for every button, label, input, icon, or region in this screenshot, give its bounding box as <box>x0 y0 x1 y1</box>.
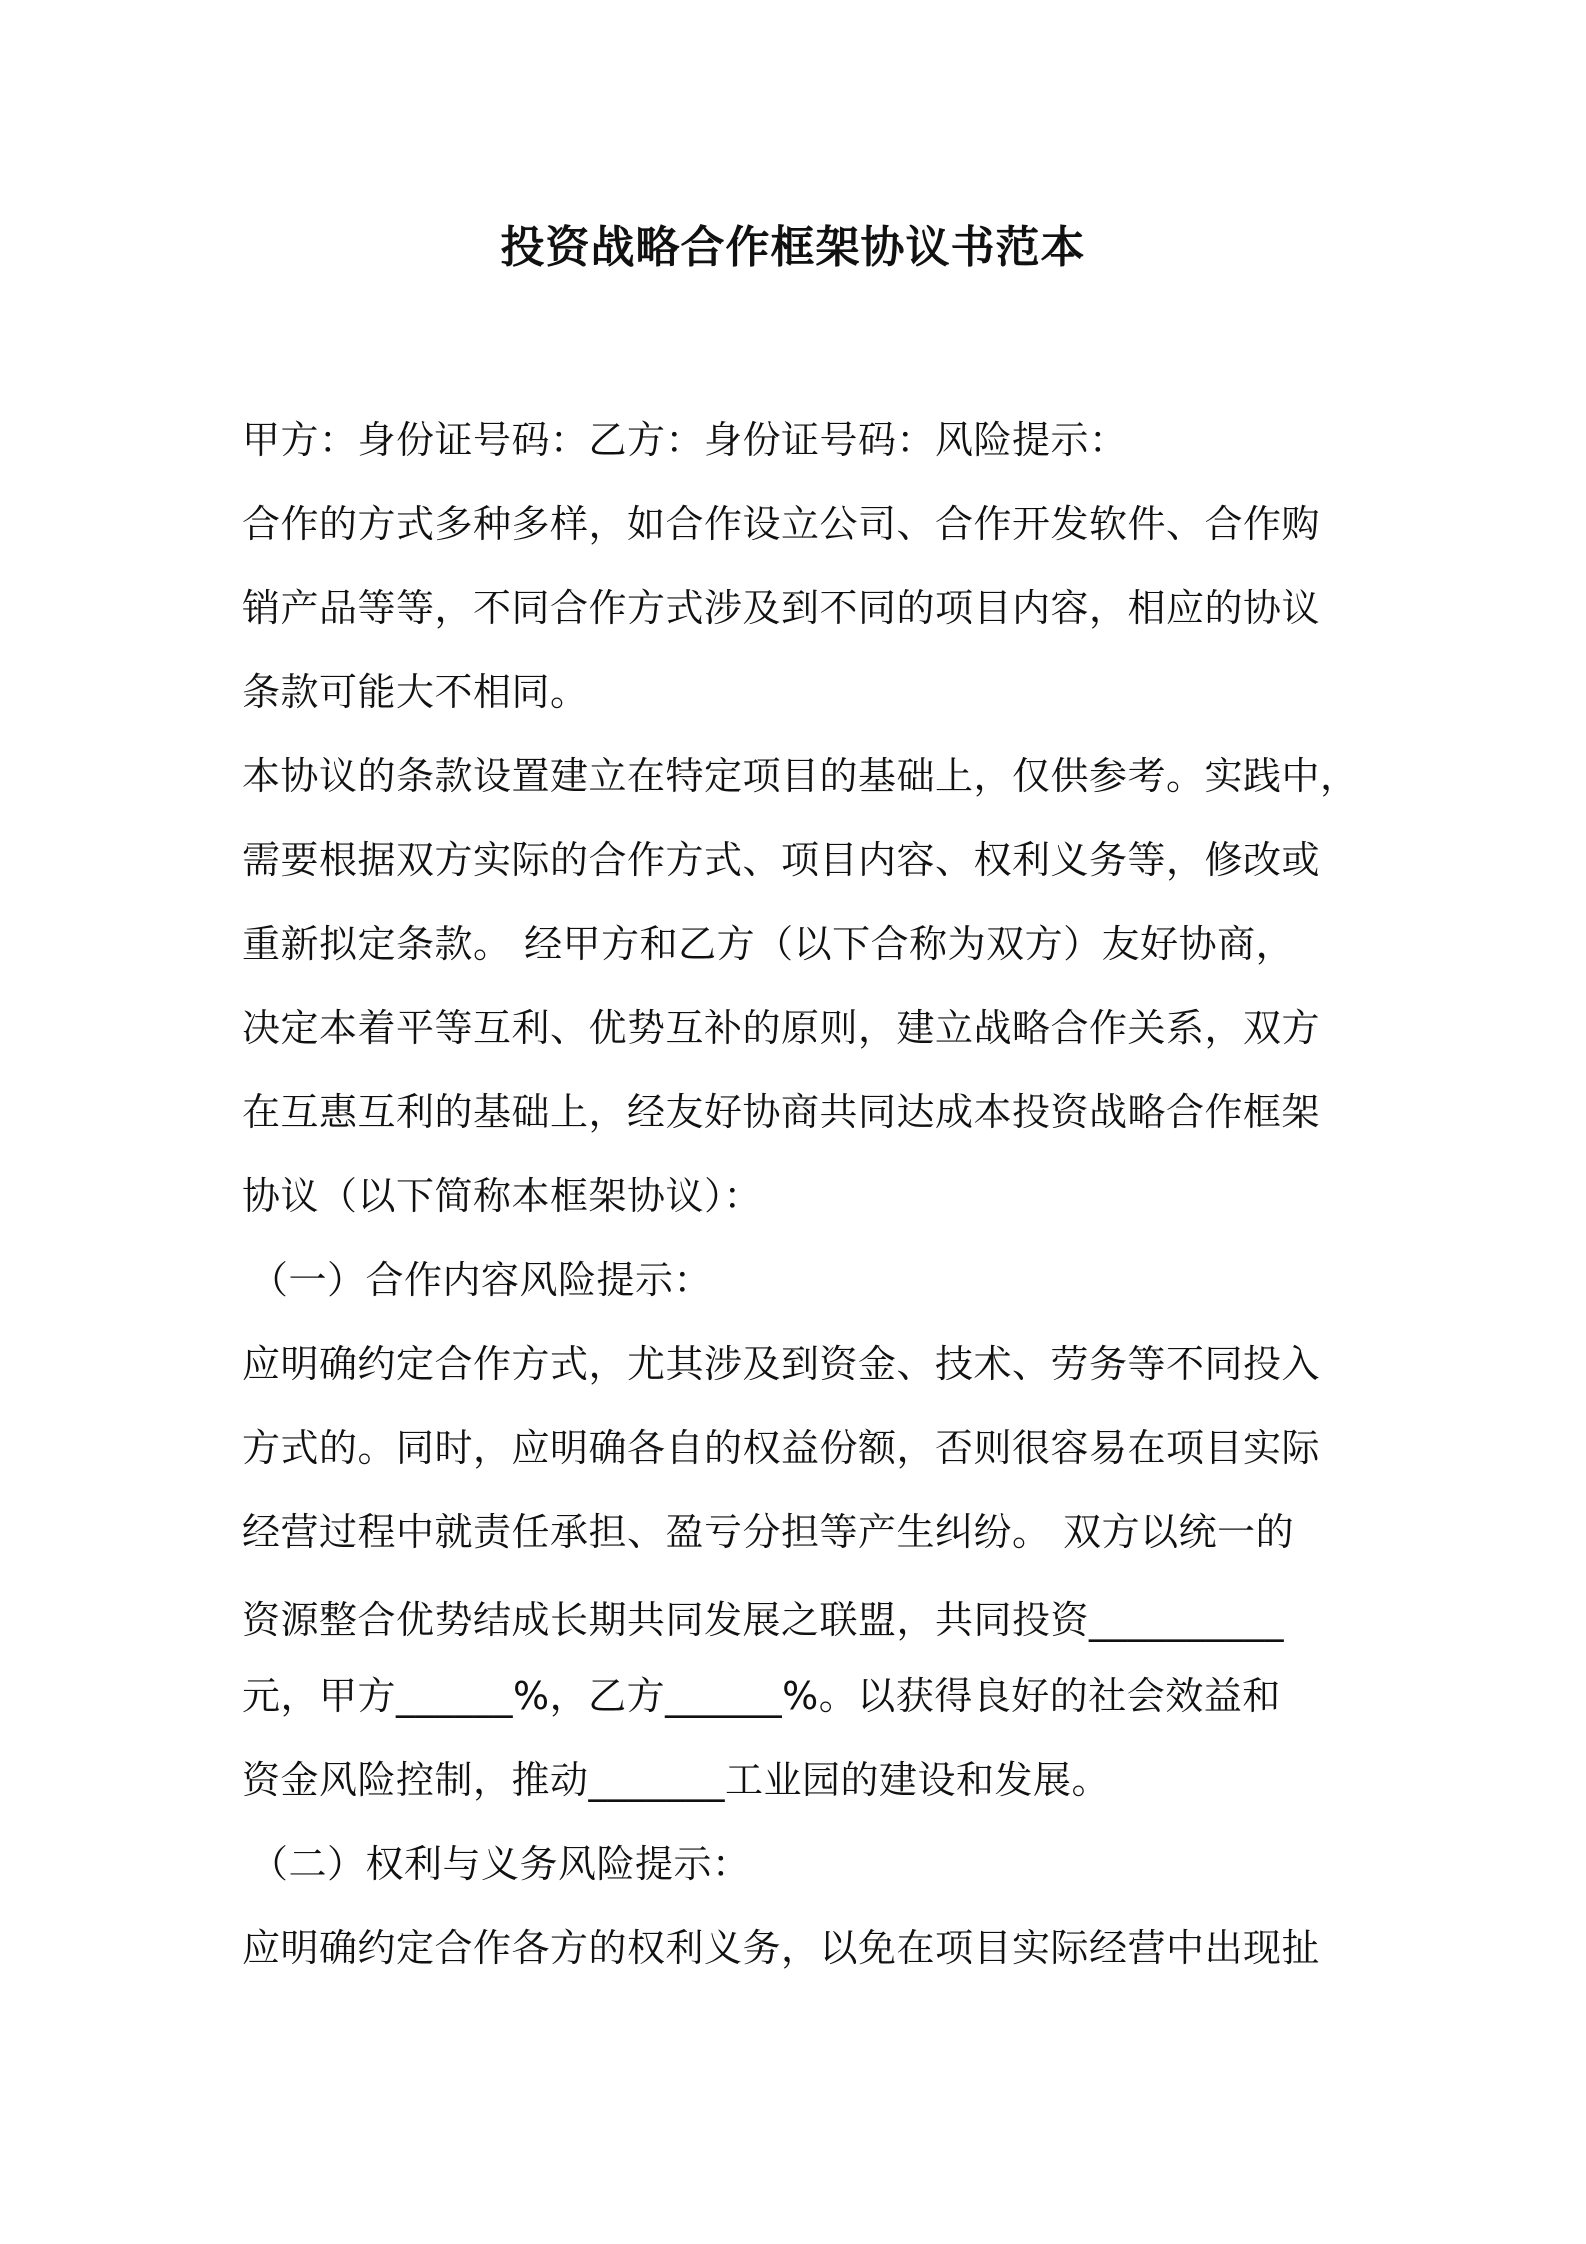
paragraph-line: 资源整合优势结成长期共同发展之联盟，共同投资__________ <box>242 1598 1285 1642</box>
paragraph-line: 销产品等等，不同合作方式涉及到不同的项目内容，相应的协议 <box>242 586 1321 630</box>
paragraph-line: 决定本着平等互利、优势互补的原则，建立战略合作关系，双方 <box>242 1006 1321 1050</box>
paragraph-line: 元，甲方______%，乙方______%。以获得良好的社会效益和 <box>242 1674 1281 1718</box>
section-heading: （一）合作内容风险提示： <box>250 1258 713 1302</box>
paragraph-line: 应明确约定合作各方的权利义务，以免在项目实际经营中出现扯 <box>242 1926 1321 1970</box>
paragraph-line: 重新拟定条款。 经甲方和乙方（以下合称为双方）友好协商， <box>242 922 1295 966</box>
section-heading: （二）权利与义务风险提示： <box>250 1842 751 1886</box>
paragraph-line: 协议（以下简称本框架协议）： <box>242 1174 763 1218</box>
paragraph-line: 经营过程中就责任承担、盈亏分担等产生纠纷。 双方以统一的 <box>242 1510 1295 1554</box>
paragraph-line: 需要根据双方实际的合作方式、项目内容、权利义务等，修改或 <box>242 838 1321 882</box>
paragraph-line: 方式的。同时，应明确各自的权益份额，否则很容易在项目实际 <box>242 1426 1321 1470</box>
paragraph-line: 在互惠互利的基础上，经友好协商共同达成本投资战略合作框架 <box>242 1090 1321 1134</box>
paragraph-line: 合作的方式多种多样，如合作设立公司、合作开发软件、合作购 <box>242 502 1321 546</box>
document-title: 投资战略合作框架协议书范本 <box>500 222 1086 273</box>
paragraph-line: 应明确约定合作方式，尤其涉及到资金、技术、劳务等不同投入 <box>242 1342 1321 1386</box>
paragraph-line: 条款可能大不相同。 <box>242 670 589 714</box>
party-info-line: 甲方：身份证号码：乙方：身份证号码：风险提示： <box>242 418 1128 462</box>
paragraph-line: 资金风险控制，推动_______工业园的建设和发展。 <box>242 1758 1111 1802</box>
paragraph-line: 本协议的条款设置建立在特定项目的基础上，仅供参考。实践中， <box>242 754 1359 798</box>
